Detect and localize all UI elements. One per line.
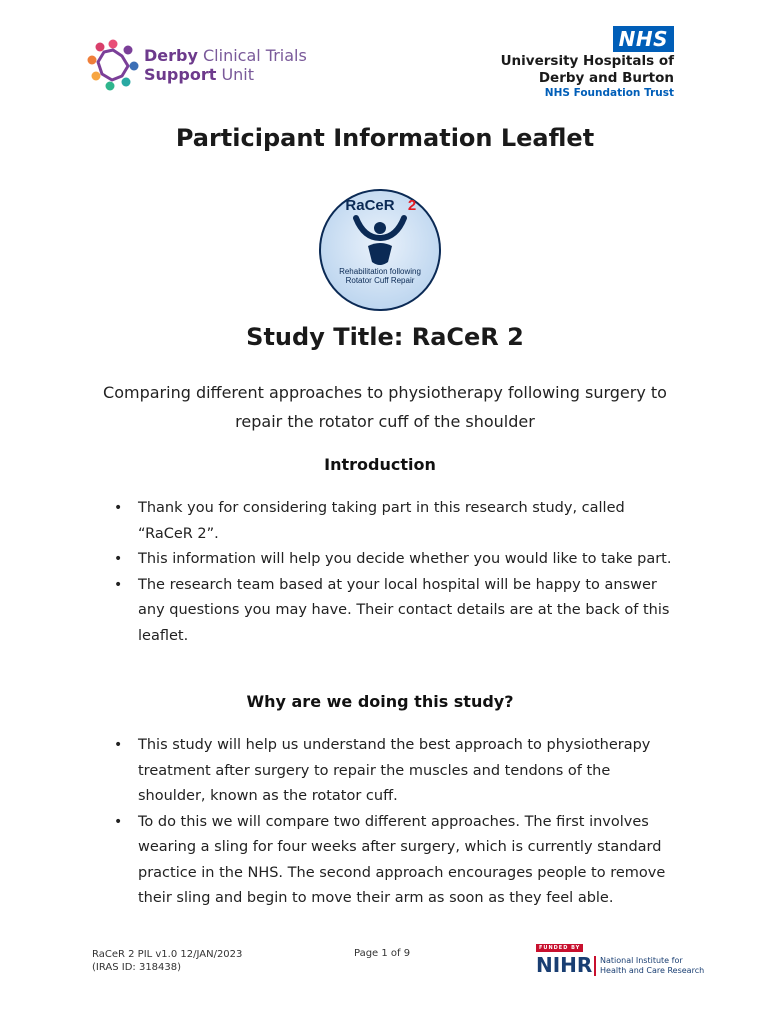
- list-item: • To do this we will compare two different approaches. The first involves wearing a sling for four weeks after surgery, which is currently standard practice in the NHS. The second approach encourages people to remove their sling and begin to move their arm as soon as they feel able.: [112, 810, 682, 912]
- nhs-foundation-trust: NHS Foundation Trust: [544, 87, 674, 99]
- nihr-desc-line1: National Institute for: [600, 956, 683, 965]
- dcts-name-light-1: Clinical Trials: [203, 46, 307, 65]
- racer-logo-number: 2: [407, 197, 417, 214]
- nhs-badge: NHS: [613, 26, 674, 52]
- dcts-name-light-2: Unit: [221, 65, 255, 84]
- nhs-logo: [501, 26, 674, 99]
- page-number: Page 1 of 9: [354, 948, 411, 959]
- nhs-trust-name-1: University Hospitals of: [500, 53, 674, 69]
- nihr-divider: [594, 956, 596, 976]
- page-title: Participant Information Leaflet: [175, 124, 595, 152]
- racer-logo-name: RaCeR: [345, 197, 395, 214]
- study-subtitle: Comparing different approaches to physiotherapy following surgery to repair the rotator cuff of the shoulder: [103, 383, 667, 431]
- racer-logo-line2: Rotator Cuff Repair: [345, 276, 415, 285]
- list-item: • This information will help you decide whether you would like to take part.: [112, 547, 682, 573]
- why-list: [112, 733, 682, 912]
- dcts-logo: [86, 36, 316, 94]
- footer-version: [92, 948, 242, 974]
- racer-logo-line1: Rehabilitation following: [339, 267, 421, 276]
- list-item: • The research team based at your local hospital will be happy to answer any questions you may have. Their contact details are at the back of this leaflet.: [112, 573, 682, 650]
- introduction-list: [112, 496, 682, 649]
- funded-by-badge: FUNDED BY: [536, 944, 583, 952]
- nhs-trust-name-2: Derby and Burton: [538, 70, 674, 86]
- dcts-name-bold-2: Support: [144, 65, 217, 84]
- why-heading: Why are we doing this study?: [246, 692, 514, 711]
- version-text: RaCeR 2 PIL v1.0 12/JAN/2023: [92, 949, 243, 960]
- dcts-name: [144, 46, 307, 84]
- nihr-wordmark: NIHR: [536, 953, 593, 977]
- introduction-heading: Introduction: [324, 455, 436, 474]
- list-item: • This study will help us understand the best approach to physiotherapy treatment after surgery to repair the muscles and tendons of the shoulder, known as the rotator cuff.: [112, 733, 682, 810]
- list-item: • Thank you for considering taking part in this research study, called “RaCeR 2”.: [112, 496, 682, 547]
- person-head-icon: [374, 222, 386, 234]
- iras-id-text: (IRAS ID: 318438): [92, 962, 182, 973]
- nihr-logo: [536, 944, 706, 978]
- nihr-desc-line2: Health and Care Research: [600, 966, 705, 975]
- people-circle-icon: [86, 36, 140, 92]
- dcts-name-bold-1: Derby: [144, 46, 198, 65]
- study-title: Study Title: RaCeR 2: [246, 323, 524, 351]
- nihr-description: [600, 956, 704, 976]
- racer-logo: [318, 188, 442, 312]
